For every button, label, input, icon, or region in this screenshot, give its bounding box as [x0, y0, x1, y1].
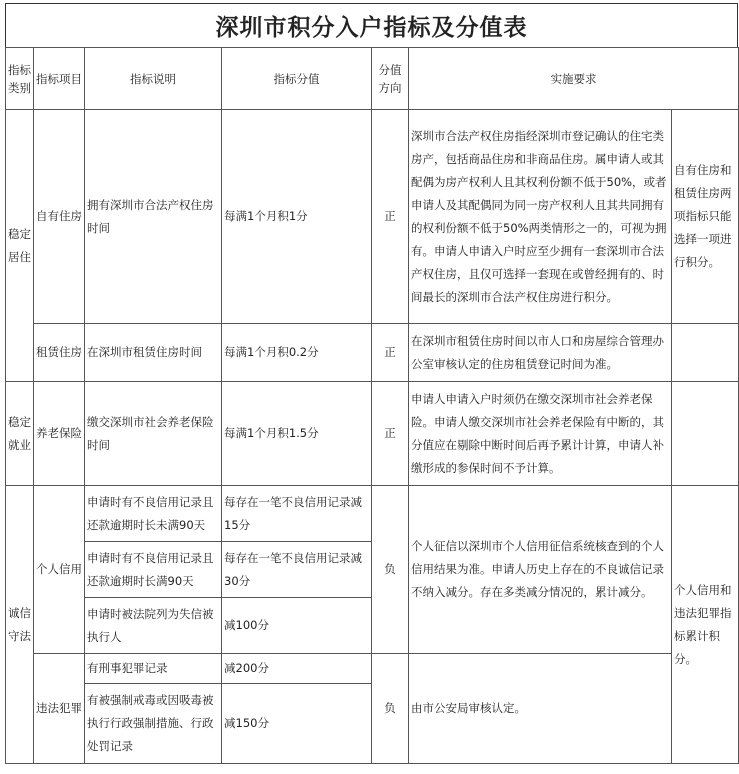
item-rent-house: 租赁住房 [34, 324, 85, 382]
header-direction: 分值方向 [372, 48, 409, 110]
score-table-sheet [5, 3, 738, 764]
category-integrity: 诚信守法 [6, 486, 34, 764]
score-crime-1: 减200分 [222, 654, 372, 684]
category-residence: 稳定居住 [6, 110, 34, 382]
item-crime: 违法犯罪 [34, 654, 85, 764]
note-empty-cell [672, 324, 739, 382]
desc-credit-1: 申请时有不良信用记录且还款逾期时长未满90天 [85, 486, 222, 542]
direction-crime: 负 [372, 654, 409, 764]
requirement-rent-house: 在深圳市租赁住房时间以市人口和房屋综合管理办公室审核认定的住房租赁登记时间为准。 [409, 324, 672, 382]
desc-crime-1: 有刑事犯罪记录 [85, 654, 222, 684]
direction-own-house: 正 [372, 110, 409, 324]
score-credit-2: 每存在一笔不良信用记录减30分 [222, 542, 372, 598]
requirement-own-house: 深圳市合法产权住房指经深圳市登记确认的住宅类房产，包括商品住房和非商品住房。属申请人或其配偶为房产权利人且其权利份额不低于50%，或者申请人及其配偶同为同一房产权利人且其共同拥有的权利份额不低于50%两类情形之一的，可视为拥有。申请人申请入户时应至少拥有一套深圳市合法产权住房，且仅可选择一套现在或曾经拥有的、时间最长的深圳市合法产权住房进行积分。 [409, 110, 672, 324]
score-credit-1: 每存在一笔不良信用记录减15分 [222, 486, 372, 542]
direction-rent-house: 正 [372, 324, 409, 382]
table-row [6, 486, 739, 542]
score-table [5, 47, 739, 764]
direction-credit: 负 [372, 486, 409, 654]
note-integrity: 个人信用和违法犯罪指标累计积分。 [672, 486, 739, 764]
header-desc: 指标说明 [85, 48, 222, 110]
score-credit-3: 减100分 [222, 598, 372, 654]
requirement-crime: 由市公安局审核认定。 [409, 654, 672, 764]
category-employment: 稳定就业 [6, 382, 34, 486]
note-empty-cell [672, 382, 739, 486]
desc-crime-2: 有被强制戒毒或因吸毒被执行行政强制措施、行政处罚记录 [85, 684, 222, 764]
requirement-pension: 申请人申请入户时须仍在缴交深圳市社会养老保险。申请人缴交深圳市社会养老保险有中断的，其分值应在剔除中断时间后再予累计计算，申请人补缴形成的参保时间不予计算。 [409, 382, 672, 486]
desc-credit-2: 申请时有不良信用记录且还款逾期时长满90天 [85, 542, 222, 598]
header-row [6, 48, 739, 110]
item-own-house: 自有住房 [34, 110, 85, 324]
score-crime-2: 减150分 [222, 684, 372, 764]
item-pension: 养老保险 [34, 382, 85, 486]
score-pension: 每满1个月积1.5分 [222, 382, 372, 486]
direction-pension: 正 [372, 382, 409, 486]
desc-credit-3: 申请时被法院列为失信被执行人 [85, 598, 222, 654]
requirement-credit: 个人征信以深圳市个人信用征信系统核查到的个人信用结果为准。申请人历史上存在的不良诚信记录不纳入减分。存在多类减分情况的，累计减分。 [409, 486, 672, 654]
table-row [6, 382, 739, 486]
table-row [6, 110, 739, 324]
note-residence: 自有住房和租赁住房两项指标只能选择一项进行积分。 [672, 110, 739, 324]
table-row [6, 324, 739, 382]
desc-pension: 缴交深圳市社会养老保险时间 [85, 382, 222, 486]
table-row [6, 654, 739, 684]
score-rent-house: 每满1个月积0.2分 [222, 324, 372, 382]
header-requirement: 实施要求 [409, 48, 739, 110]
header-item: 指标项目 [34, 48, 85, 110]
desc-own-house: 拥有深圳市合法产权住房时间 [85, 110, 222, 324]
header-score: 指标分值 [222, 48, 372, 110]
desc-rent-house: 在深圳市租赁住房时间 [85, 324, 222, 382]
item-credit: 个人信用 [34, 486, 85, 654]
score-own-house: 每满1个月积1分 [222, 110, 372, 324]
header-category: 指标类别 [6, 48, 34, 110]
table-title: 深圳市积分入户指标及分值表 [5, 3, 738, 47]
